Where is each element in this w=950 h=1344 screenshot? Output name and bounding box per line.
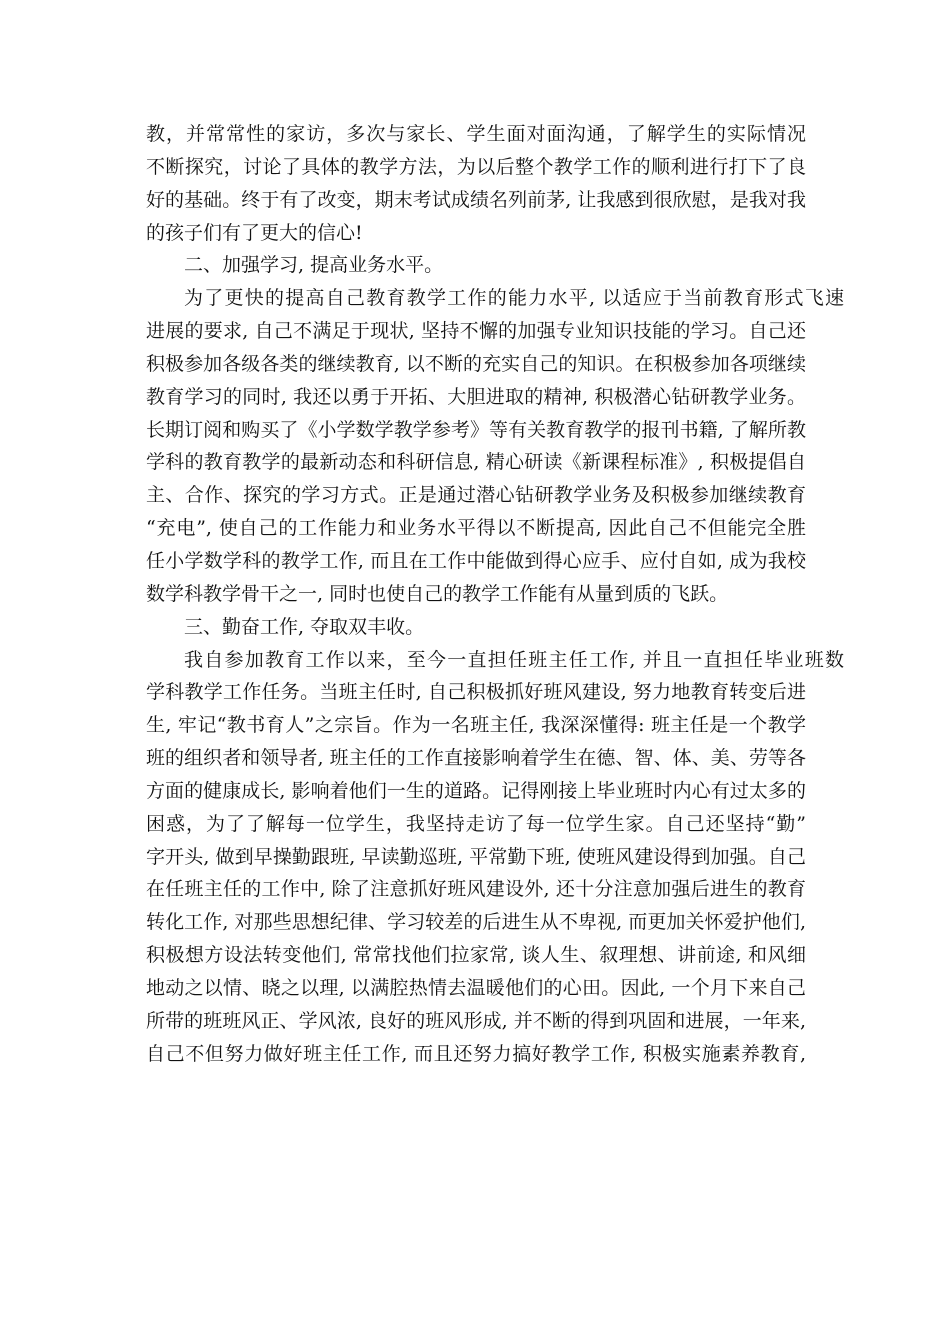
text-line: 自己不但努力做好班主任工作, 而且还努力搞好教学工作, 积极实施素养教育, <box>146 1042 806 1065</box>
text-line: 字开头, 做到早操勤跟班, 早读勤巡班, 平常勤下班, 使班风建设得到加强。自己 <box>146 845 806 868</box>
text-line: 二、加强学习, 提高业务水平。 <box>184 254 444 277</box>
text-line: 的孩子们有了更大的信心! <box>146 221 363 244</box>
text-line: 我自参加教育工作以来，至今一直担任班主任工作, 并且一直担任毕业班数 <box>184 648 844 671</box>
text-line: 学科教学工作任务。当班主任时, 自己积极抓好班风建设, 努力地教育转变后进 <box>146 681 806 704</box>
text-line: 转化工作, 对那些思想纪律、学习较差的后进生从不卑视, 而更加关怀爱护他们, <box>146 911 806 934</box>
text-line: 困惑，为了了解每一位学生，我坚持走访了每一位学生家。自己还坚持“勤” <box>146 812 806 835</box>
text-line: 积极想方设法转变他们, 常常找他们拉家常, 谈人生、叙理想、讲前途, 和风细 <box>146 944 806 967</box>
text-line: 为了更快的提高自己教育教学工作的能力水平, 以适应于当前教育形式飞速 <box>184 287 844 310</box>
text-line: 学科的教育教学的最新动态和科研信息, 精心研读《新课程标准》, 积极提倡自 <box>146 451 806 474</box>
text-line: 积极参加各级各类的继续教育, 以不断的充实自己的知识。在积极参加各项继续 <box>146 352 806 375</box>
text-line: 在任班主任的工作中, 除了注意抓好班风建设外, 还十分注意加强后进生的教育 <box>146 878 806 901</box>
text-line: 教育学习的同时, 我还以勇于开拓、大胆进取的精神, 积极潜心钻研教学业务。 <box>146 385 806 408</box>
text-line: 方面的健康成长, 影响着他们一生的道路。记得刚接上毕业班时内心有过太多的 <box>146 779 806 802</box>
text-line: 不断探究，讨论了具体的教学方法，为以后整个教学工作的顺利进行打下了良 <box>146 155 806 178</box>
text-line: 进展的要求, 自己不满足于现状, 坚持不懈的加强专业知识技能的学习。自己还 <box>146 320 806 343</box>
text-line: 地动之以情、晓之以理, 以满腔热情去温暖他们的心田。因此, 一个月下来自己 <box>146 976 806 999</box>
text-line: 好的基础。终于有了改变，期末考试成绩名列前茅, 让我感到很欣慰，是我对我 <box>146 188 806 211</box>
text-line: 任小学数学科的教学工作, 而且在工作中能做到得心应手、应付自如, 成为我校 <box>146 549 806 572</box>
text-line: 班的组织者和领导者, 班主任的工作直接影响着学生在德、智、体、美、劳等各 <box>146 747 806 770</box>
text-line: “充电”, 使自己的工作能力和业务水平得以不断提高, 因此自己不但能完全胜 <box>146 517 806 540</box>
text-line: 数学科教学骨干之一, 同时也使自己的教学工作能有从量到质的飞跃。 <box>146 582 729 605</box>
text-line: 三、勤奋工作, 夺取双丰收。 <box>184 615 425 638</box>
text-line: 主、合作、探究的学习方式。正是通过潜心钻研教学业务及积极参加继续教育 <box>146 484 806 507</box>
text-line: 长期订阅和购买了《小学数学教学参考》等有关教育教学的报刊书籍, 了解所教 <box>146 418 806 441</box>
text-line: 教，并常常性的家访，多次与家长、学生面对面沟通，了解学生的实际情况 <box>146 123 806 145</box>
text-line: 生, 牢记“教书育人”之宗旨。作为一名班主任, 我深深懂得: 班主任是一个教学 <box>146 714 806 737</box>
document-page <box>146 118 844 1070</box>
text-line: 所带的班班风正、学风浓, 良好的班风形成, 并不断的得到巩固和进展，一年来, <box>146 1009 806 1032</box>
